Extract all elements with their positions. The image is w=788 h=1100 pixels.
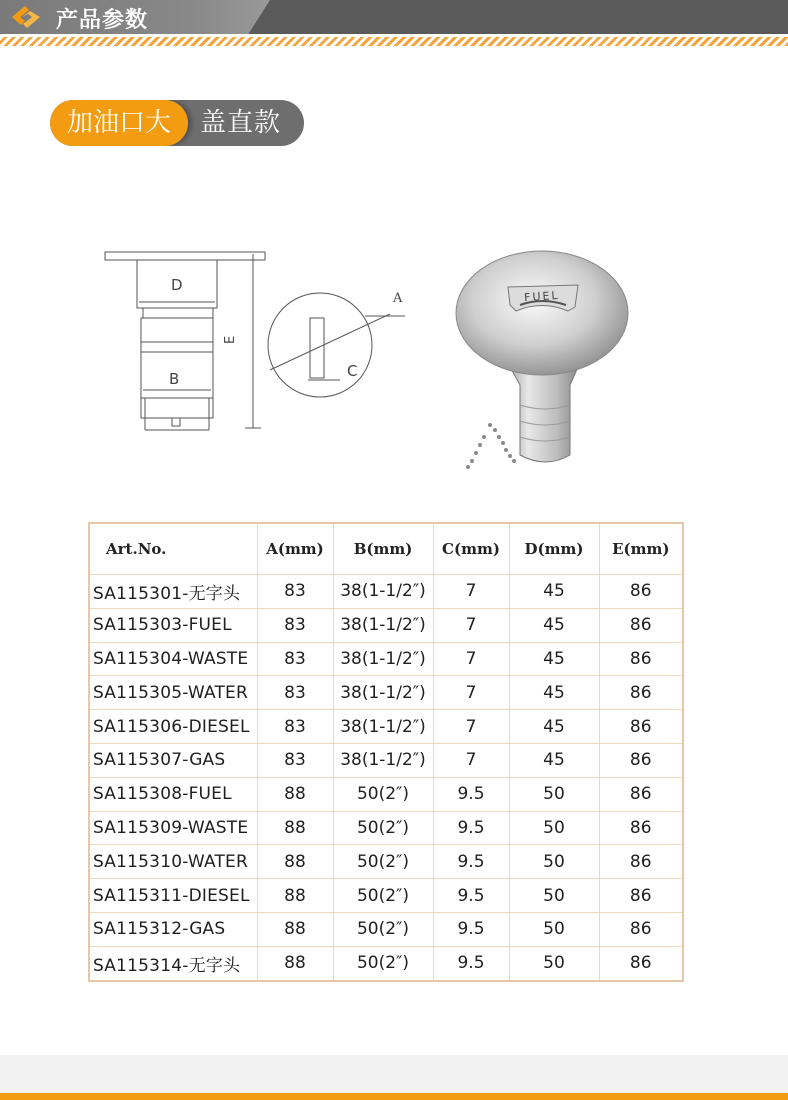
cell-b: 38(1-1/2″)	[333, 642, 433, 676]
cell-e: 86	[599, 608, 683, 642]
table-row	[89, 743, 683, 777]
table-row	[89, 845, 683, 879]
cell-art-no: SA115310-WATER	[89, 845, 257, 879]
cell-a: 88	[257, 845, 333, 879]
cell-d: 45	[509, 676, 599, 710]
cell-c: 7	[433, 642, 509, 676]
footer-accent-line	[0, 1093, 788, 1100]
pill-left-label: 加油口大	[50, 100, 188, 146]
cell-e: 86	[599, 777, 683, 811]
cell-art-no: SA115301-无字头	[89, 575, 257, 609]
dimension-label-a: A	[393, 291, 403, 306]
page-title: 产品参数	[56, 8, 149, 33]
cell-a: 88	[257, 946, 333, 980]
table-row	[89, 946, 683, 980]
cell-b: 50(2″)	[333, 912, 433, 946]
cell-d: 50	[509, 845, 599, 879]
pill-right-label: 盖直款	[200, 108, 282, 138]
diamond-s-logo-icon	[8, 4, 44, 30]
cell-c: 7	[433, 676, 509, 710]
cell-c: 9.5	[433, 879, 509, 913]
cell-c: 9.5	[433, 946, 509, 980]
cell-b: 50(2″)	[333, 879, 433, 913]
cell-art-no: SA115309-WASTE	[89, 811, 257, 845]
cell-c: 9.5	[433, 811, 509, 845]
cell-c: 9.5	[433, 912, 509, 946]
cell-b: 38(1-1/2″)	[333, 710, 433, 744]
cell-a: 88	[257, 777, 333, 811]
cell-b: 38(1-1/2″)	[333, 676, 433, 710]
table-row	[89, 676, 683, 710]
cell-a: 83	[257, 642, 333, 676]
cell-e: 86	[599, 575, 683, 609]
footer-band	[0, 1055, 788, 1095]
cell-a: 83	[257, 743, 333, 777]
dimension-label-d: D	[171, 276, 183, 294]
cell-d: 50	[509, 777, 599, 811]
cell-e: 86	[599, 879, 683, 913]
table-row	[89, 912, 683, 946]
cell-c: 7	[433, 608, 509, 642]
spec-table	[88, 522, 684, 982]
cell-e: 86	[599, 676, 683, 710]
table-row	[89, 777, 683, 811]
cell-art-no: SA115304-WASTE	[89, 642, 257, 676]
cell-e: 86	[599, 811, 683, 845]
cell-c: 7	[433, 575, 509, 609]
cell-art-no: SA115303-FUEL	[89, 608, 257, 642]
cell-c: 9.5	[433, 845, 509, 879]
cell-d: 50	[509, 912, 599, 946]
table-row	[89, 575, 683, 609]
cell-e: 86	[599, 845, 683, 879]
cell-art-no: SA115305-WATER	[89, 676, 257, 710]
column-header-d: D(mm)	[509, 523, 599, 575]
cell-e: 86	[599, 710, 683, 744]
cell-c: 7	[433, 710, 509, 744]
product-category-pill	[50, 100, 304, 146]
table-header-row	[89, 523, 683, 575]
table-row	[89, 608, 683, 642]
cell-a: 83	[257, 710, 333, 744]
cell-a: 83	[257, 608, 333, 642]
cell-b: 50(2″)	[333, 845, 433, 879]
cell-a: 88	[257, 811, 333, 845]
cell-c: 9.5	[433, 777, 509, 811]
cell-a: 83	[257, 575, 333, 609]
cell-d: 45	[509, 608, 599, 642]
cell-e: 86	[599, 912, 683, 946]
cell-a: 88	[257, 912, 333, 946]
table-row	[89, 710, 683, 744]
cell-d: 45	[509, 575, 599, 609]
cell-d: 50	[509, 811, 599, 845]
cell-art-no: SA115307-GAS	[89, 743, 257, 777]
cell-b: 50(2″)	[333, 811, 433, 845]
cap-engraved-text: FUEL	[523, 288, 560, 305]
cell-b: 50(2″)	[333, 777, 433, 811]
cell-c: 7	[433, 743, 509, 777]
column-header-e: E(mm)	[599, 523, 683, 575]
cell-art-no: SA115314-无字头	[89, 946, 257, 980]
column-header-art-no: Art.No.	[89, 523, 257, 575]
table-row	[89, 642, 683, 676]
table-row	[89, 879, 683, 913]
dimension-label-e: E	[223, 335, 238, 344]
cell-e: 86	[599, 642, 683, 676]
cell-d: 50	[509, 946, 599, 980]
fuel-deck-fill-photo	[450, 245, 640, 480]
header-bar	[0, 0, 788, 34]
cell-art-no: SA115308-FUEL	[89, 777, 257, 811]
dimension-label-c: C	[347, 362, 358, 380]
cell-art-no: SA115312-GAS	[89, 912, 257, 946]
cell-e: 86	[599, 743, 683, 777]
cell-d: 45	[509, 743, 599, 777]
technical-drawing	[95, 240, 415, 440]
dimension-label-b: B	[169, 370, 180, 388]
cell-e: 86	[599, 946, 683, 980]
cell-a: 88	[257, 879, 333, 913]
cell-b: 38(1-1/2″)	[333, 575, 433, 609]
cell-d: 45	[509, 710, 599, 744]
cell-art-no: SA115311-DIESEL	[89, 879, 257, 913]
cell-b: 38(1-1/2″)	[333, 743, 433, 777]
table-row	[89, 811, 683, 845]
column-header-b: B(mm)	[333, 523, 433, 575]
column-header-a: A(mm)	[257, 523, 333, 575]
decorative-hatch-strip	[0, 37, 788, 46]
cell-art-no: SA115306-DIESEL	[89, 710, 257, 744]
column-header-c: C(mm)	[433, 523, 509, 575]
cell-b: 38(1-1/2″)	[333, 608, 433, 642]
cell-a: 83	[257, 676, 333, 710]
cell-b: 50(2″)	[333, 946, 433, 980]
cell-d: 45	[509, 642, 599, 676]
cell-d: 50	[509, 879, 599, 913]
